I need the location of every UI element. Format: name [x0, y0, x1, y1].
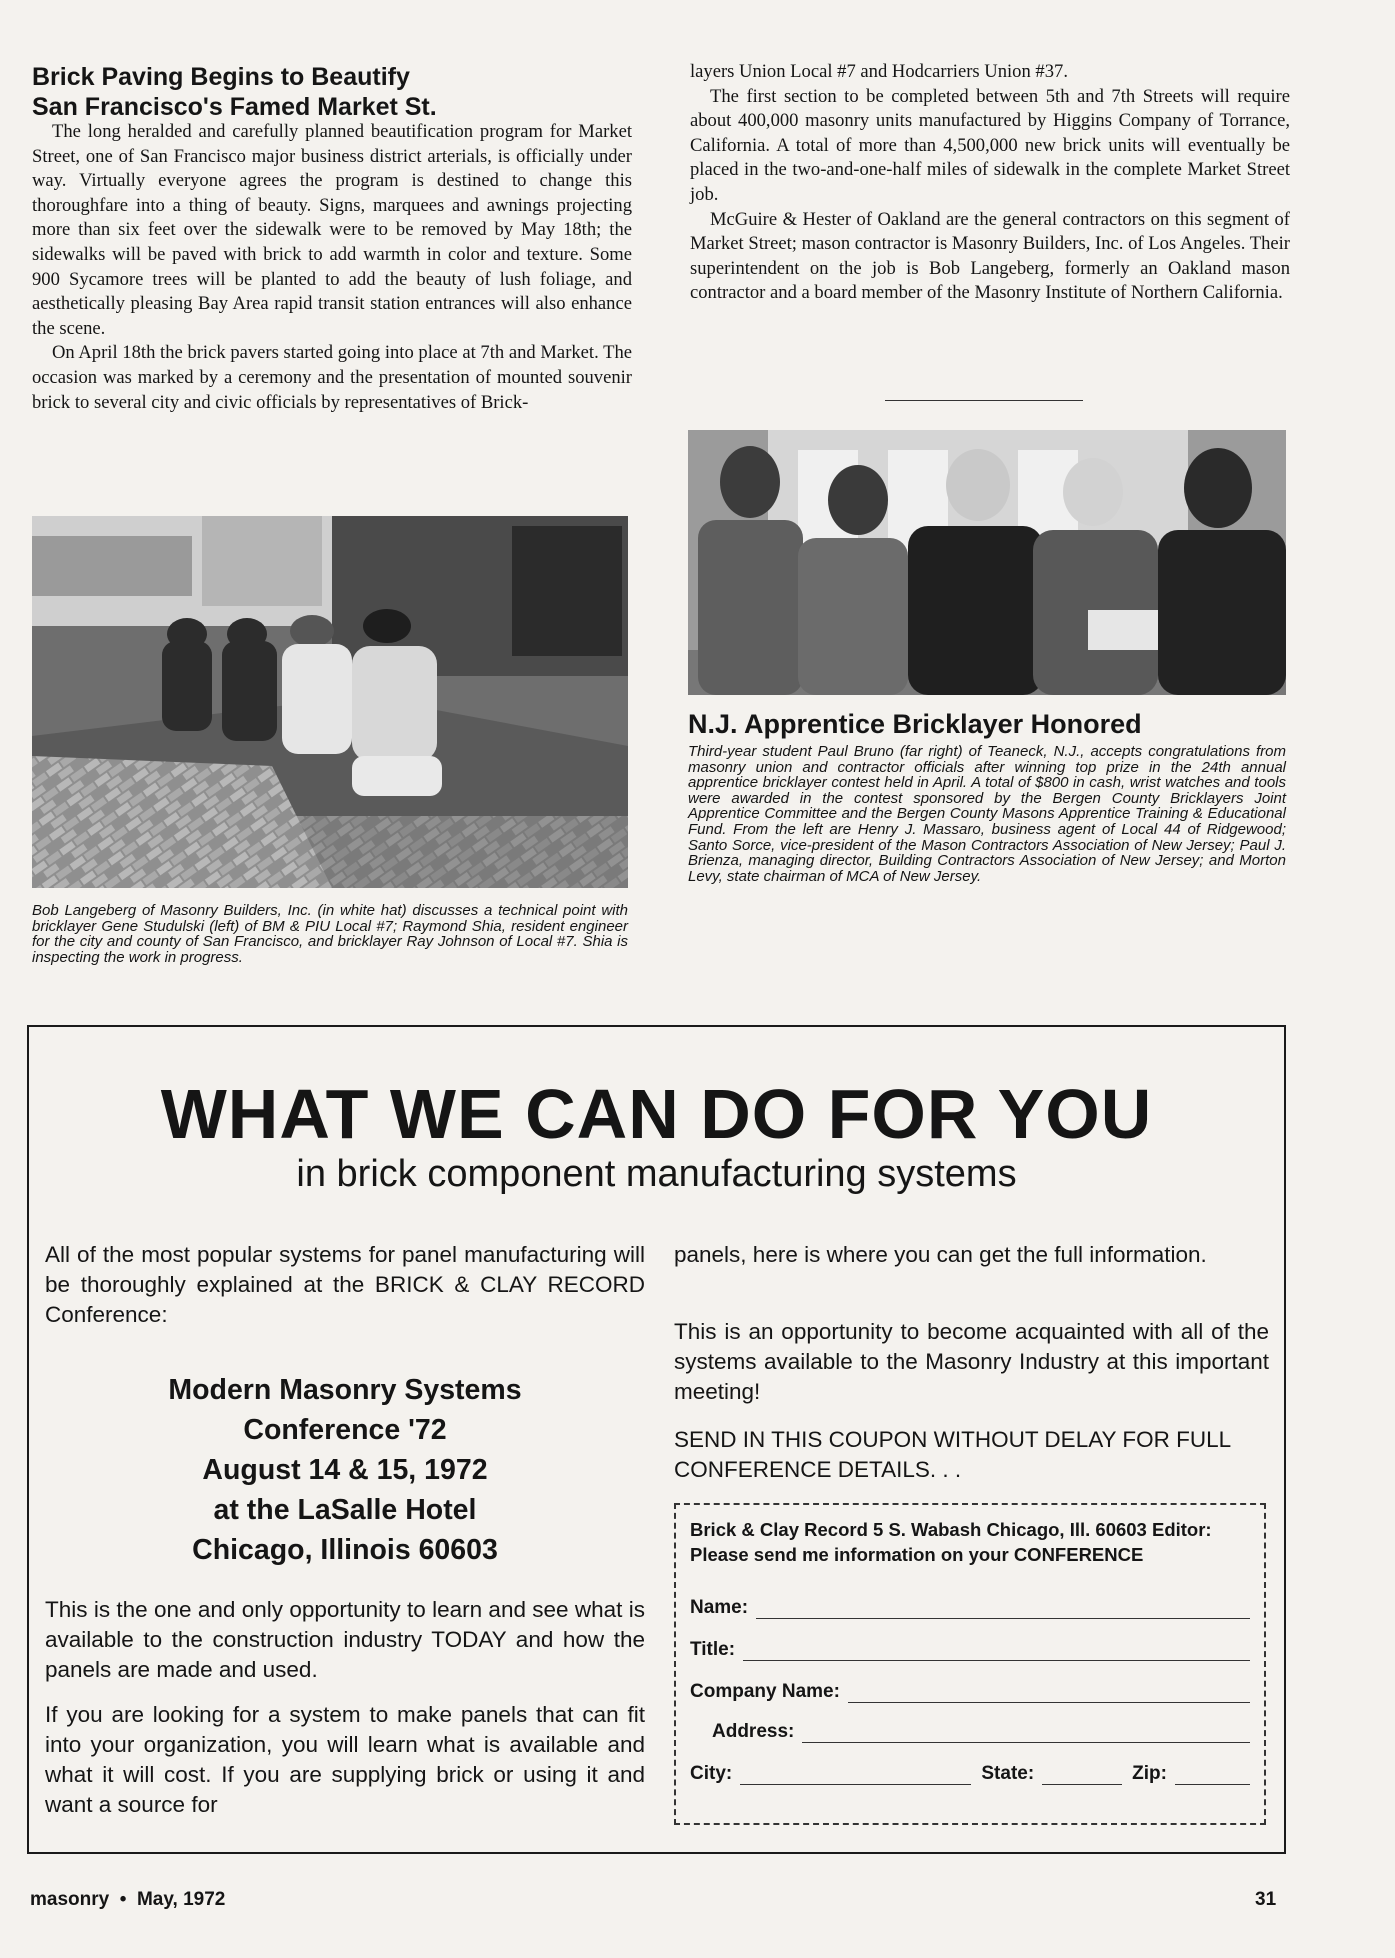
coupon-address-row: [712, 1721, 1250, 1743]
photo-bricklayers-market-street: [32, 516, 628, 888]
coupon-city-field[interactable]: [740, 1766, 971, 1785]
ad-paragraph: This is the one and only opportunity to learn and see what is available to the construction industry TODAY and how the panels are made and used.: [45, 1597, 645, 1682]
ad-paragraph: This is an opportunity to become acquainted with all of the systems available to the Masonry Industry at this important meeting!: [674, 1319, 1269, 1404]
coupon-title-field[interactable]: [743, 1642, 1250, 1661]
coupon-city-row: [690, 1763, 1250, 1785]
conference-details: [45, 1370, 645, 1570]
coupon-company-field[interactable]: [848, 1684, 1250, 1703]
conference-line: Conference '72: [243, 1414, 447, 1446]
coupon-city-label: City:: [690, 1763, 733, 1784]
coupon-state-field[interactable]: [1042, 1766, 1122, 1785]
coupon-title-label: Title:: [690, 1639, 736, 1660]
article-title-brick-paving: [32, 62, 632, 122]
coupon-header: Brick & Clay Record 5 S. Wabash Chicago, Ill. 60603 Editor: Please send me information on your CONFERENCE: [690, 1519, 1212, 1565]
article-paragraph: layers Union Local #7 and Hodcarriers Union #37.: [690, 61, 1068, 82]
coupon-name-field[interactable]: [756, 1600, 1250, 1619]
section-divider: [885, 400, 1083, 401]
footer-page-number: 31: [1255, 1889, 1277, 1910]
article-title-line-1: Brick Paving Begins to Beautify: [32, 63, 410, 91]
coupon-address-field[interactable]: [802, 1724, 1250, 1743]
photo-bricklayers-illustration: [32, 516, 628, 888]
photo-caption-nj: [688, 744, 1286, 884]
ad-paragraph: All of the most popular systems for panel manufacturing will be thoroughly explained at the BRICK & CLAY RECORD Conference:: [45, 1242, 645, 1327]
ad-paragraph: If you are looking for a system to make panels that can fit into your organization, you will learn what is available and what it will cost. If you are supplying brick or using it and want a source for: [45, 1702, 645, 1817]
coupon-address-label: Address:: [712, 1721, 795, 1742]
article-title-line-2: San Francisco's Famed Market St.: [32, 93, 437, 121]
advertisement-box: [27, 1025, 1286, 1854]
caption-text: Third-year student Paul Bruno (far right) of Teaneck, N.J., accepts congratulations from masonry union and contractor officials after winning top prize in the 24th annual apprentice bricklayer contest held in April. A total of $800 in cash, wrist watches and tools were awarded in the contest sponsored by the Bergen County Bricklayers Joint Apprentice Committee and the Bergen County Masons Apprentice Training & Educational Fund. From the left are Henry J. Massaro, business agent of Local 44 of Ridgewood; Santo Sorce, vice-president of the Mason Contractors Association of New Jersey; Paul J. Brienza, managing director, Building Contractors Association of New Jersey; and Morton Levy, state chairman of MCA of New Jersey.: [688, 743, 1286, 885]
footer-publication: masonry • May, 1972: [30, 1889, 226, 1910]
article-paragraph: The long heralded and carefully planned beautification program for Market Street, one of San Francisco major business district arterials, is officially under way. Virtually everyone agrees the program is destined to change this thoroughfare into a thing of beauty. Signs, marquees and awnings projecting more than six feet over the sidewalk were to be removed by May 18th; the sidewalks will be paved with brick to add warmth in color and texture. Some 900 Sycamore trees will be planted to add the beauty of lush foliage, and aesthetically pleasing Bay Area rapid transit station entrances will also enhance the scene.: [32, 121, 632, 339]
conference-line: at the LaSalle Hotel: [213, 1494, 477, 1526]
conference-line: Chicago, Illinois 60603: [192, 1534, 498, 1566]
conference-line: Modern Masonry Systems: [168, 1374, 522, 1406]
coupon-name-label: Name:: [690, 1597, 749, 1618]
article-paragraph: On April 18th the brick pavers started going into place at 7th and Market. The occasion was marked by a ceremony and the presentation of mounted souvenir brick to several city and civic officials by representatives of Brick-: [32, 342, 632, 413]
article-paragraph: McGuire & Hester of Oakland are the general contractors on this segment of Market Street; mason contractor is Masonry Builders, Inc. of Los Angeles. Their superintendent on the job is Bob Langeberg, formerly an Oakland mason contractor and a board member of the Masonry Institute of Northern California.: [690, 208, 1290, 304]
article-title-nj-apprentice: N.J. Apprentice Bricklayer Honored: [688, 709, 1142, 739]
article-body-column-2: [690, 60, 1290, 306]
coupon-company-row: [690, 1681, 1250, 1703]
coupon-name-row: [690, 1597, 1250, 1619]
coupon-zip-label: Zip:: [1132, 1763, 1167, 1784]
coupon-zip-field[interactable]: [1175, 1766, 1250, 1785]
coupon-company-label: Company Name:: [690, 1681, 840, 1702]
caption-text: Bob Langeberg of Masonry Builders, Inc. (in white hat) discusses a technical point with bricklayer Gene Studulski (left) of BM & PIU Local #7; Raymond Shia, resident engineer for the city and county of San Francisco, and bricklayer Ray Johnson of Local #7. Shia is inspecting the work in progress.: [32, 902, 628, 966]
ad-call-to-action: SEND IN THIS COUPON WITHOUT DELAY FOR FULL CONFERENCE DETAILS. . .: [674, 1427, 1231, 1482]
ad-paragraph: panels, here is where you can get the full information.: [674, 1242, 1207, 1267]
photo-caption-bricklayers: [32, 903, 628, 965]
photo-nj-apprentice-group: [688, 430, 1286, 695]
photo-group-illustration: [688, 430, 1286, 695]
coupon-title-row: [690, 1639, 1250, 1661]
ad-subheadline: in brick component manufacturing systems: [296, 1153, 1017, 1195]
conference-line: August 14 & 15, 1972: [202, 1454, 488, 1486]
article-body-column-1: [32, 120, 632, 415]
ad-headline: WHAT WE CAN DO FOR YOU: [160, 1075, 1153, 1153]
article-paragraph: The first section to be completed between 5th and 7th Streets will require about 400,000 masonry units manufactured by Higgins Company of Torrance, California. A total of more than 4,500,000 new brick units will eventually be placed in the two-and-one-half miles of sidewalk in the complete Market Street job.: [690, 85, 1290, 205]
coupon-state-label: State:: [981, 1763, 1035, 1784]
coupon-form[interactable]: [674, 1503, 1266, 1825]
